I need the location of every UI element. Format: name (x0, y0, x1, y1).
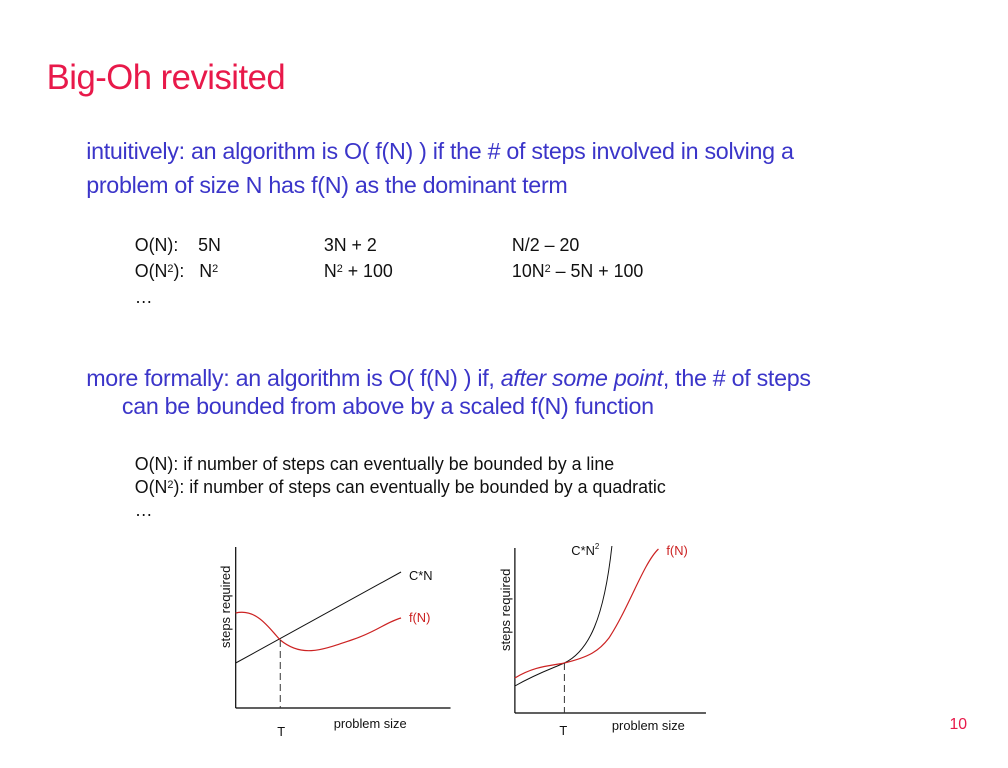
formal-example-quadratic: $O(N^2)$: if number of steps can eventually be bounded by a quadratic (134, 477, 666, 497)
example-row-on (135, 232, 689, 258)
graph-linear-bound (203, 530, 470, 745)
graph-quadratic-bound (490, 533, 718, 743)
formal-ellipsis: … (134, 500, 153, 520)
label-fn: f(N) (408, 609, 431, 626)
formal-definition: more formally: an algorithm is O( f(N) ) if, after some point, the # of steps can be bounded from above by a scaled f(N) function (86, 364, 977, 420)
formal-emphasis: after some point (500, 365, 663, 391)
label-cn: C*N (408, 567, 433, 584)
intuitive-line-2: problem of size N has f(N) as the dominant term (86, 172, 568, 198)
x-axis-label: problem size (333, 715, 407, 732)
examples-ellipsis: … (134, 287, 153, 307)
example-on-2: 3N + 2 (323, 235, 377, 255)
t-label: T (277, 723, 286, 740)
example-row-on2 (135, 258, 689, 284)
intuitive-line-1: intuitively: an algorithm is O( f(N) ) if the # of steps involved in solving a (86, 138, 794, 164)
y-axis-label: steps required (217, 565, 233, 648)
intuitive-definition (86, 134, 957, 202)
label-fn: f(N) (666, 542, 688, 559)
page-number: 10 (949, 716, 968, 733)
slide-title: Big-Oh revisited (46, 58, 286, 97)
examples-block (135, 232, 689, 310)
example-on2-2: $N^2 + 100$ (323, 261, 393, 281)
y-axis-label: steps required (498, 568, 513, 651)
x-axis-label: problem size (611, 717, 685, 734)
label-cn2: $C*N^2$ (571, 541, 600, 559)
example-on2-3: $10N^2 - 5N + 100$ (511, 261, 644, 281)
curve-fn (515, 549, 659, 678)
example-label-on2: $O(N^2)$: $N^2$ (134, 261, 219, 281)
formal-line-2: can be bounded from above by a scaled f(N) function (121, 393, 654, 419)
curve-cn2 (515, 546, 612, 686)
formal-examples (135, 453, 666, 522)
example-label-on: O(N): 5N (134, 235, 221, 255)
t-label: T (559, 722, 568, 739)
formal-example-linear: O(N): if number of steps can eventually be bounded by a line (134, 454, 615, 474)
example-on-3: N/2 – 20 (511, 235, 580, 255)
